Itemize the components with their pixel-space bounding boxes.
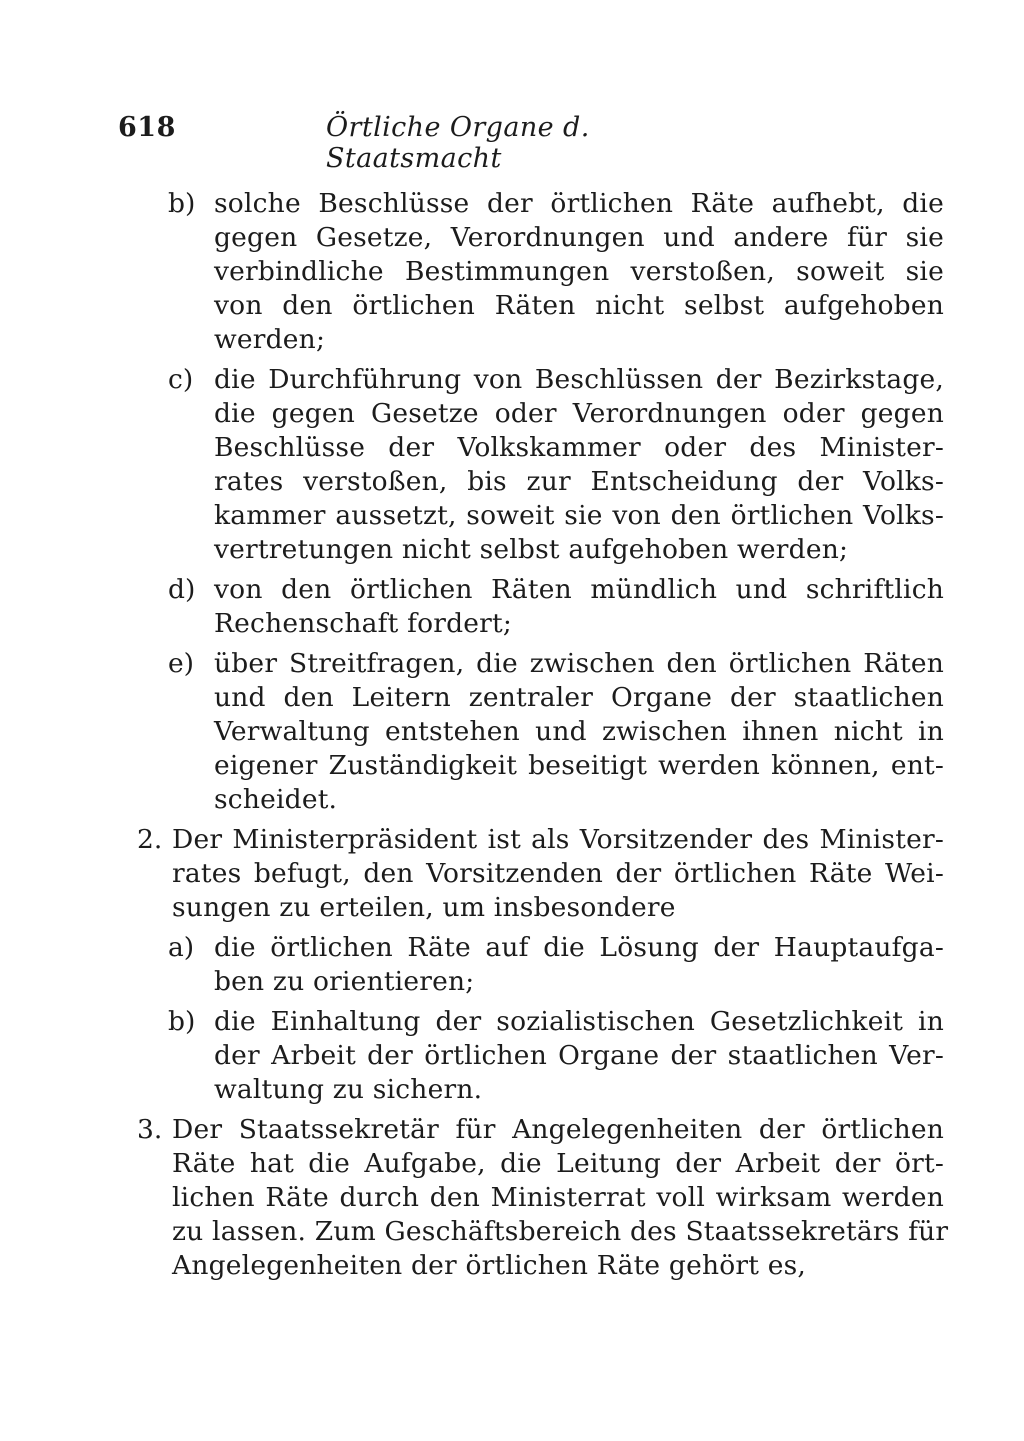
running-head: Örtliche Organe d. Staatsmacht — [326, 112, 590, 174]
text-line: solche Beschlüsse der örtlichen Räte aufhebt, die — [214, 188, 944, 219]
text-line: eigener Zuständigkeit beseitigt werden können, ent- — [214, 750, 944, 781]
item-marker: d) — [168, 574, 196, 605]
text-line: und den Leitern zentraler Organe der staatlichen — [214, 682, 944, 713]
text-line: vertretungen nicht selbst aufgehoben werden; — [214, 534, 849, 565]
text-line: von den örtlichen Räten mündlich und schriftlich — [214, 574, 944, 605]
text-line: der Arbeit der örtlichen Organe der staatlichen Ver- — [214, 1040, 944, 1071]
page-number: 618 — [118, 112, 176, 143]
text-line: Der Ministerpräsident ist als Vorsitzender des Minister- — [172, 824, 944, 855]
text-line: die gegen Gesetze oder Verordnungen oder gegen — [214, 398, 944, 429]
text-line: rates befugt, den Vorsitzenden der örtlichen Räte Wei- — [172, 858, 944, 889]
text-line: die örtlichen Räte auf die Lösung der Hauptaufga- — [214, 932, 944, 963]
text-line: werden; — [214, 324, 326, 355]
text-line: Beschlüsse der Volkskammer oder des Minister- — [214, 432, 944, 463]
text-line: von den örtlichen Räten nicht selbst aufgehoben — [214, 290, 944, 321]
paragraph-number: 2. — [137, 824, 163, 855]
item-marker: a) — [168, 932, 195, 963]
text-line: rates verstoßen, bis zur Entscheidung der Volks- — [214, 466, 944, 497]
text-line: die Durchführung von Beschlüssen der Bezirkstage, — [214, 364, 944, 395]
text-line: ben zu orientieren; — [214, 966, 475, 997]
text-line: Räte hat die Aufgabe, die Leitung der Arbeit der ört- — [172, 1148, 944, 1179]
text-line: zu lassen. Zum Geschäftsbereich des Staatssekretärs für — [172, 1216, 949, 1247]
text-line: verbindliche Bestimmungen verstoßen, soweit sie — [214, 256, 944, 287]
text-line: Angelegenheiten der örtlichen Räte gehört es, — [172, 1250, 807, 1281]
text-line: Verwaltung entstehen und zwischen ihnen nicht in — [214, 716, 944, 747]
paragraph-number: 3. — [137, 1114, 163, 1145]
text-line: über Streitfragen, die zwischen den örtlichen Räten — [214, 648, 944, 679]
text-line: kammer aussetzt, soweit sie von den örtlichen Volks- — [214, 500, 944, 531]
text-line: die Einhaltung der sozialistischen Gesetzlichkeit in — [214, 1006, 944, 1037]
item-marker: e) — [168, 648, 195, 679]
text-line: Rechenschaft fordert; — [214, 608, 513, 639]
text-line: scheidet. — [214, 784, 338, 815]
item-marker: b) — [168, 188, 196, 219]
text-line: sungen zu erteilen, um insbesondere — [172, 892, 676, 923]
page-header — [118, 112, 758, 174]
text-line: Der Staatssekretär für Angelegenheiten der örtlichen — [172, 1114, 944, 1145]
item-marker: c) — [168, 364, 194, 395]
text-line: lichen Räte durch den Ministerrat voll wirksam werden — [172, 1182, 944, 1213]
text-line: gegen Gesetze, Verordnungen und andere für sie — [214, 222, 944, 253]
text-line: waltung zu sichern. — [214, 1074, 483, 1105]
item-marker: b) — [168, 1006, 196, 1037]
